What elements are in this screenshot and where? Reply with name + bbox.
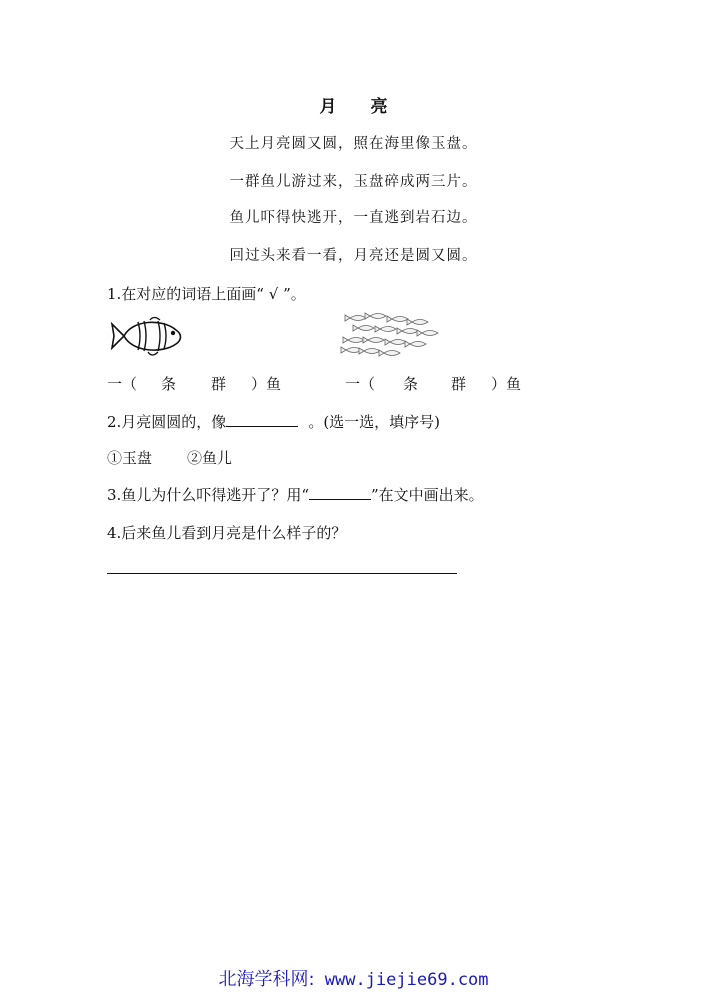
question-2 (107, 411, 440, 432)
answer-blank[interactable] (226, 425, 298, 427)
question-2-after: 。(选一选，填序号) (308, 413, 441, 431)
choice-suffix: ）鱼 (251, 375, 282, 393)
choice-suffix: ）鱼 (491, 375, 522, 393)
poem-line-1: 天上月亮圆又圆，照在海里像玉盘。 (229, 136, 478, 152)
question-3 (107, 484, 484, 505)
question-2-options (107, 447, 232, 468)
question-1: 1.在对应的词语上面画“ √ ”。 (107, 285, 306, 303)
answer-line[interactable] (107, 573, 457, 574)
question-3-after: ”在文中画出来。 (370, 486, 484, 504)
question-3-before: 3.鱼儿为什么吓得逃开了？用“ (107, 486, 309, 504)
choice-row-left (107, 373, 281, 394)
footer-watermark (0, 965, 707, 991)
choice-option-tiao[interactable]: 条 (403, 375, 419, 393)
underline-sample (309, 498, 371, 500)
single-fish-icon (110, 314, 185, 358)
footer-url[interactable]: www.jiejie69.com (314, 970, 489, 990)
choice-row-right (345, 373, 521, 394)
choice-option-qun[interactable]: 群 (211, 375, 227, 393)
poem-line-4: 回过头来看一看，月亮还是圆又圆。 (229, 248, 478, 264)
choice-option-tiao[interactable]: 条 (161, 375, 177, 393)
choice-prefix: 一（ (107, 375, 138, 393)
choice-prefix: 一（ (345, 375, 376, 393)
choice-option-qun[interactable]: 群 (451, 375, 467, 393)
option-1: ①玉盘 (107, 449, 153, 467)
page-title: 月 亮 (319, 97, 402, 117)
question-2-before: 2.月亮圆圆的，像 (107, 413, 227, 431)
footer-site-name: 北海学科网: (218, 969, 315, 990)
question-4: 4.后来鱼儿看到月亮是什么样子的？ (107, 524, 347, 542)
poem-line-2: 一群鱼儿游过来，玉盘碎成两三片。 (229, 174, 478, 190)
poem-line-3: 鱼儿吓得快逃开，一直逃到岩石边。 (229, 210, 478, 226)
option-2: ②鱼儿 (187, 449, 233, 467)
fish-school-icon (340, 310, 440, 360)
